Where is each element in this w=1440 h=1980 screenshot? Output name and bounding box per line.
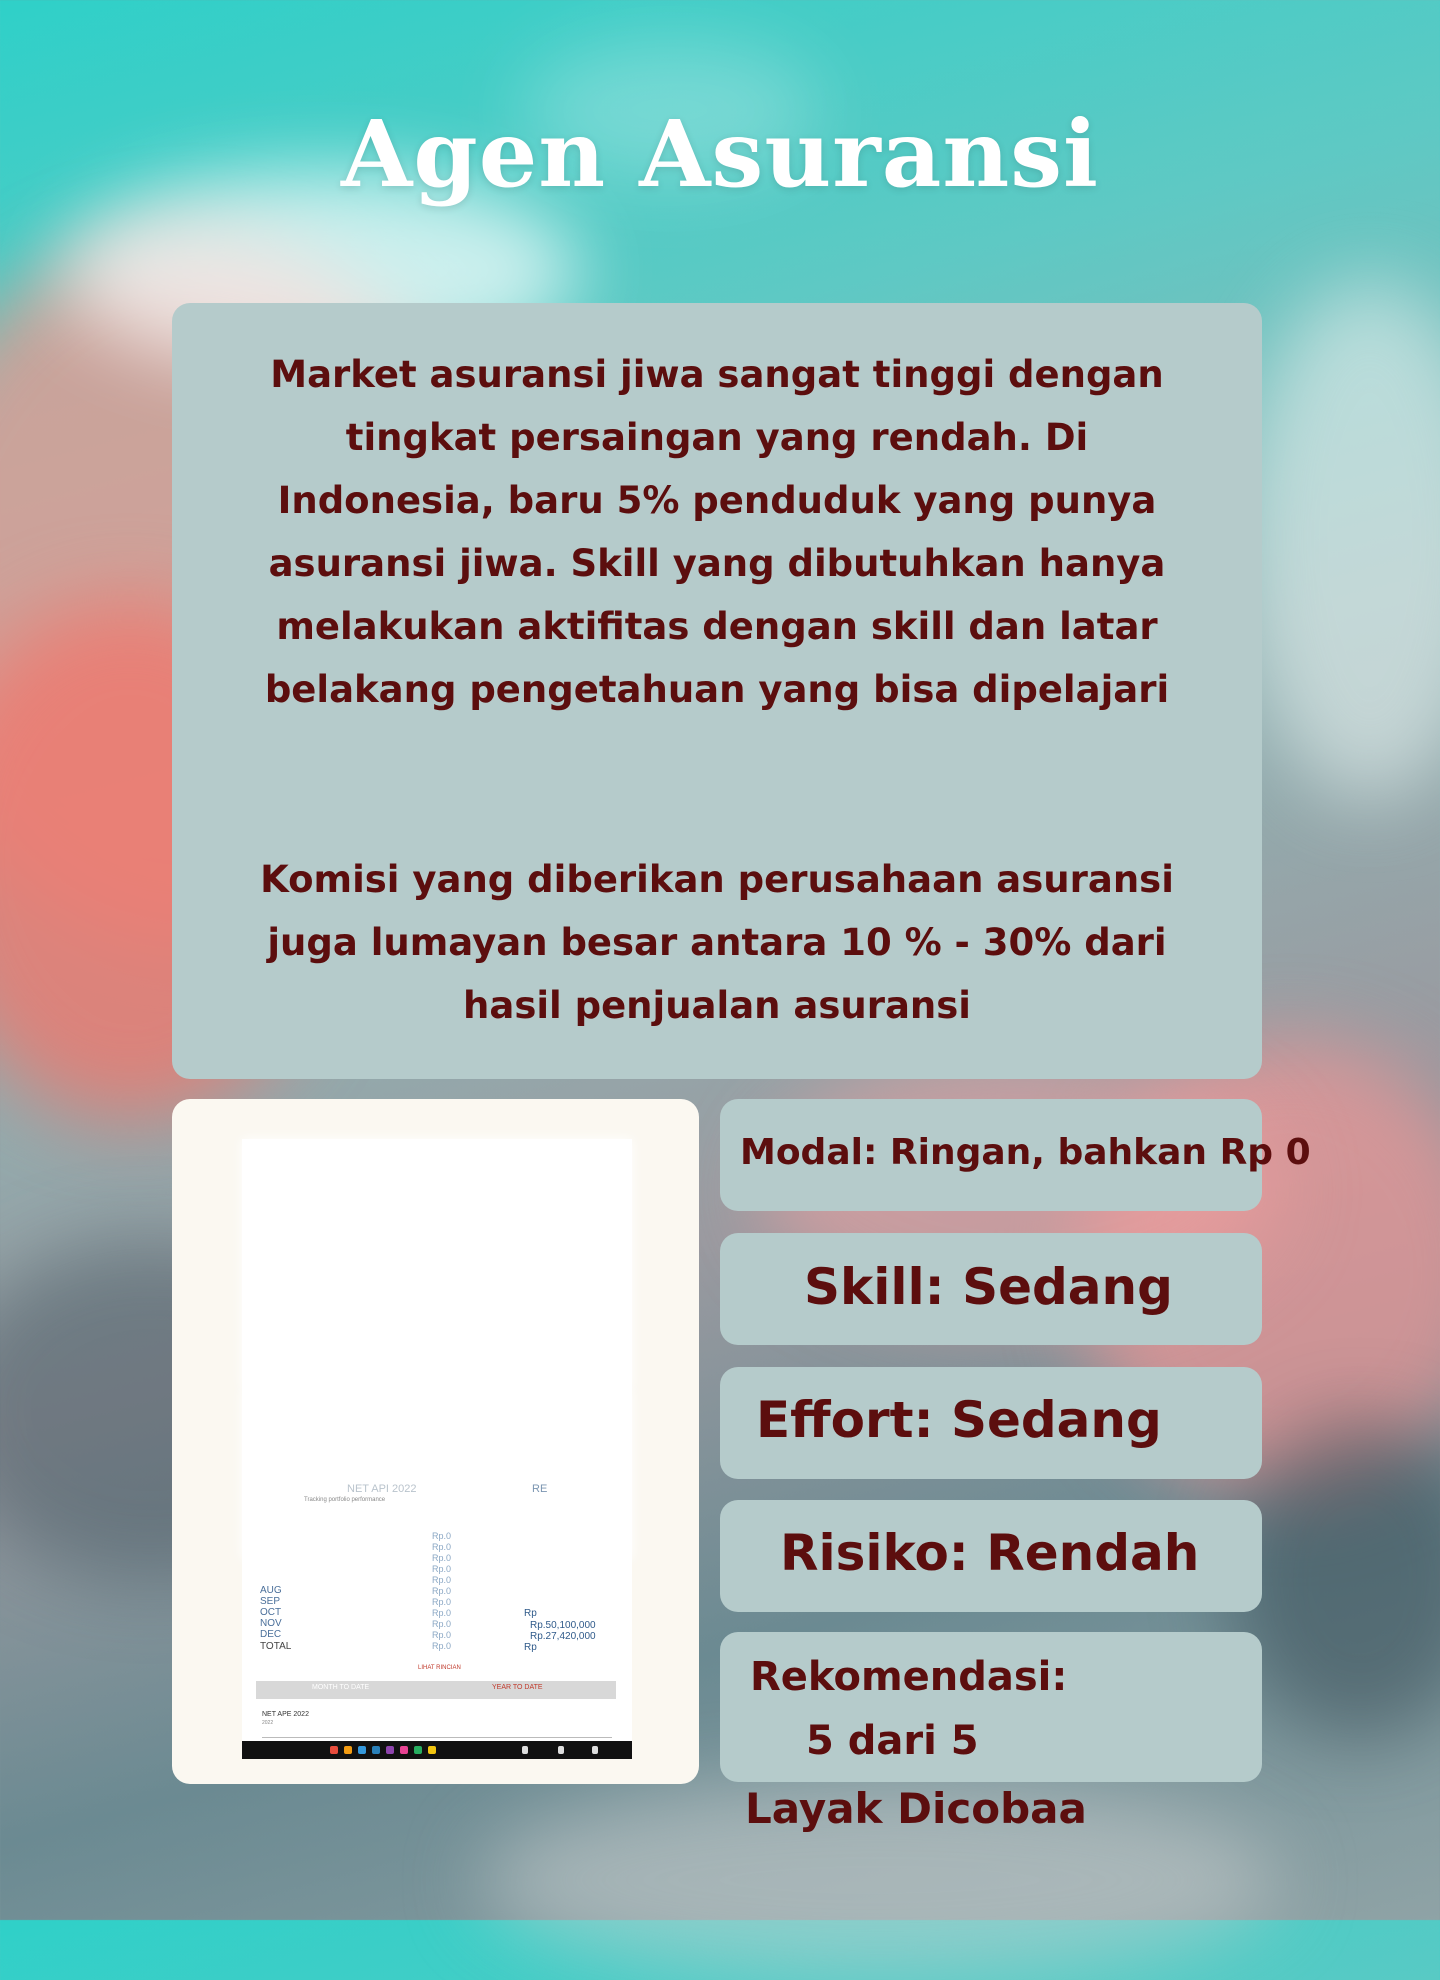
month-label: NOV — [260, 1618, 282, 1629]
modal-text: Modal: Ringan, bahkan Rp 0 — [740, 1132, 1311, 1173]
right-value: Rp.27,420,000 — [530, 1631, 596, 1642]
screenshot-tabs — [256, 1681, 616, 1699]
description-card — [172, 303, 1262, 1079]
right-value: Rp.50,100,000 — [530, 1620, 596, 1631]
value-cell: Rp.0 — [432, 1531, 452, 1541]
app-icon[interactable] — [330, 1746, 338, 1754]
tab-month-to-date[interactable]: MONTH TO DATE — [312, 1684, 370, 1691]
back-icon[interactable] — [592, 1746, 598, 1754]
value-cell: Rp.0 — [432, 1608, 452, 1618]
value-cell: Rp.0 — [432, 1542, 452, 1552]
effort-card — [720, 1367, 1262, 1479]
right-value: Rp — [524, 1608, 537, 1619]
month-label: SEP — [260, 1596, 281, 1607]
recents-icon[interactable] — [522, 1746, 528, 1754]
risiko-text: Risiko: Rendah — [780, 1524, 1200, 1582]
description-paragraph-1: Market asuransi jiwa sangat tinggi dengan tingkat persaingan yang rendah. Di Indonesia, baru 5% penduduk yang punya asuransi jiwa. Skill yang dibutuhkan hanya melakukan aktifitas dengan skill dan latar belakang pengetahuan yang bisa dipelajari — [264, 353, 1170, 711]
skill-text: Skill: Sedang — [804, 1258, 1173, 1316]
value-cell: Rp.0 — [432, 1564, 452, 1574]
footer-label: NET APE 2022 — [262, 1711, 309, 1718]
phone-screen — [242, 1139, 632, 1759]
month-label: DEC — [260, 1629, 282, 1640]
app-icon[interactable] — [358, 1746, 366, 1754]
app-icon[interactable] — [400, 1746, 408, 1754]
value-cell: Rp.0 — [432, 1630, 452, 1640]
home-icon[interactable] — [558, 1746, 564, 1754]
blurred-area — [242, 1139, 632, 1389]
tab-year-to-date[interactable]: YEAR TO DATE — [492, 1684, 543, 1691]
value-cell: Rp.0 — [432, 1641, 452, 1651]
value-cell: Rp.0 — [432, 1619, 452, 1629]
app-icon[interactable] — [344, 1746, 352, 1754]
screenshot-header-right: RE — [532, 1483, 548, 1495]
value-cell: Rp.0 — [432, 1553, 452, 1563]
value-cell: Rp.0 — [432, 1597, 452, 1607]
screenshot-subheader: Tracking portfolio performance — [304, 1497, 386, 1503]
rekomendasi-score: 5 dari 5 — [806, 1718, 979, 1764]
month-label: AUG — [260, 1585, 282, 1596]
rekomendasi-label: Rekomendasi: — [750, 1654, 1068, 1700]
earnings-screenshot — [172, 1099, 699, 1784]
screenshot-header: NET API 2022 — [347, 1483, 417, 1495]
app-icon[interactable] — [414, 1746, 422, 1754]
month-label: OCT — [260, 1607, 282, 1618]
app-icon[interactable] — [428, 1746, 436, 1754]
total-label: TOTAL — [260, 1641, 292, 1652]
modal-card — [720, 1099, 1311, 1211]
skill-card — [720, 1233, 1262, 1345]
effort-text: Effort: Sedang — [756, 1391, 1162, 1449]
risiko-card — [720, 1500, 1262, 1612]
value-cell: Rp.0 — [432, 1586, 452, 1596]
app-icon[interactable] — [386, 1746, 394, 1754]
cloud-white — [1240, 280, 1440, 800]
right-value: Rp — [524, 1642, 537, 1653]
page-title: Agen Asuransi — [341, 100, 1099, 208]
app-icon[interactable] — [372, 1746, 380, 1754]
android-taskbar — [242, 1741, 632, 1759]
verdict-text: Layak Dicobaa — [745, 1784, 1087, 1833]
detail-link[interactable]: LIHAT RINCIAN — [418, 1665, 461, 1671]
value-cell: Rp.0 — [432, 1575, 452, 1585]
description-paragraph-2: Komisi yang diberikan perusahaan asuransi juga lumayan besar antara 10 % - 30% dari hasil penjualan asuransi — [260, 858, 1174, 1027]
divider — [262, 1737, 612, 1738]
footer-sub: 2022 — [262, 1720, 274, 1726]
rekomendasi-card — [720, 1632, 1262, 1782]
